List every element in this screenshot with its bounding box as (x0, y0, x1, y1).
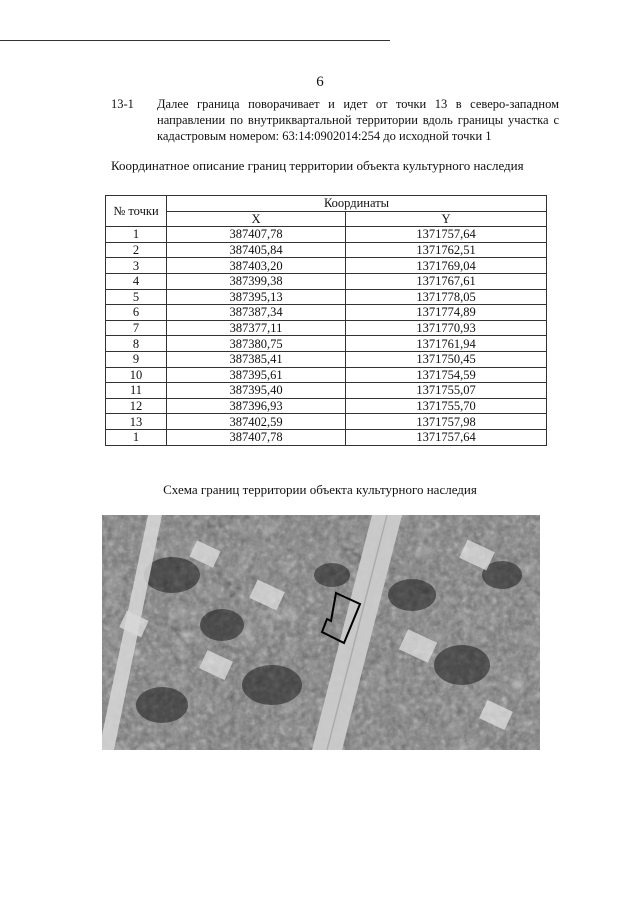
table-row (106, 398, 547, 414)
cell-point: 4 (106, 273, 167, 289)
table-row (106, 227, 547, 243)
header-x: X (167, 211, 346, 227)
cell-point: 5 (106, 289, 167, 305)
cell-y: 1371774,89 (346, 305, 547, 321)
cell-point: 3 (106, 258, 167, 274)
cell-y: 1371757,64 (346, 429, 547, 445)
cell-y: 1371762,51 (346, 242, 547, 258)
table-row (106, 320, 547, 336)
cell-x: 387395,13 (167, 289, 346, 305)
cell-point: 2 (106, 242, 167, 258)
cell-x: 387403,20 (167, 258, 346, 274)
cell-y: 1371755,07 (346, 383, 547, 399)
table-row (106, 273, 547, 289)
header-point-number: № точки (106, 196, 167, 227)
cell-x: 387395,61 (167, 367, 346, 383)
cell-x: 387377,11 (167, 320, 346, 336)
cell-y: 1371757,98 (346, 414, 547, 430)
table-row (106, 258, 547, 274)
cell-point: 7 (106, 320, 167, 336)
boundary-paragraph (111, 96, 559, 144)
cell-x: 387380,75 (167, 336, 346, 352)
cell-x: 387402,59 (167, 414, 346, 430)
cell-point: 10 (106, 367, 167, 383)
cell-point: 1 (106, 227, 167, 243)
cell-point: 11 (106, 383, 167, 399)
cell-y: 1371770,93 (346, 320, 547, 336)
cell-point: 1 (106, 429, 167, 445)
cell-point: 13 (106, 414, 167, 430)
table-row (106, 367, 547, 383)
scheme-caption: Схема границ территории объекта культурного наследия (163, 482, 477, 497)
cell-x: 387407,78 (167, 429, 346, 445)
aerial-photo (102, 515, 540, 750)
cell-point: 6 (106, 305, 167, 321)
aerial-photo-scheme (102, 515, 540, 750)
cell-point: 8 (106, 336, 167, 352)
paragraph-text: Далее граница поворачивает и идет от точки 13 в северо-западном направлении по внутриквартальной территории вдоль границы участка с кадастровым номером: 63:14:0902014:254 до исходной точки 1 (157, 97, 559, 143)
cell-x: 387395,40 (167, 383, 346, 399)
cell-y: 1371769,04 (346, 258, 547, 274)
cell-x: 387385,41 (167, 351, 346, 367)
cell-y: 1371761,94 (346, 336, 547, 352)
table-row (106, 383, 547, 399)
page-number: 6 (316, 74, 324, 90)
table-row (106, 305, 547, 321)
cell-x: 387407,78 (167, 227, 346, 243)
top-rule (0, 40, 390, 41)
cell-x: 387396,93 (167, 398, 346, 414)
coordinates-table (105, 195, 547, 446)
cell-y: 1371755,70 (346, 398, 547, 414)
cell-point: 9 (106, 351, 167, 367)
table-caption: Координатное описание границ территории объекта культурного наследия (111, 158, 524, 173)
cell-x: 387387,34 (167, 305, 346, 321)
cell-y: 1371767,61 (346, 273, 547, 289)
table-row (106, 429, 547, 445)
paragraph-number: 13-1 (111, 97, 134, 111)
table-row (106, 351, 547, 367)
cell-point: 12 (106, 398, 167, 414)
header-y: Y (346, 211, 547, 227)
cell-x: 387399,38 (167, 273, 346, 289)
cell-y: 1371757,64 (346, 227, 547, 243)
table-row (106, 242, 547, 258)
cell-y: 1371754,59 (346, 367, 547, 383)
cell-y: 1371750,45 (346, 351, 547, 367)
table-row (106, 289, 547, 305)
cell-y: 1371778,05 (346, 289, 547, 305)
table-row (106, 336, 547, 352)
header-coordinates: Координаты (167, 196, 547, 212)
table-row (106, 414, 547, 430)
cell-x: 387405,84 (167, 242, 346, 258)
